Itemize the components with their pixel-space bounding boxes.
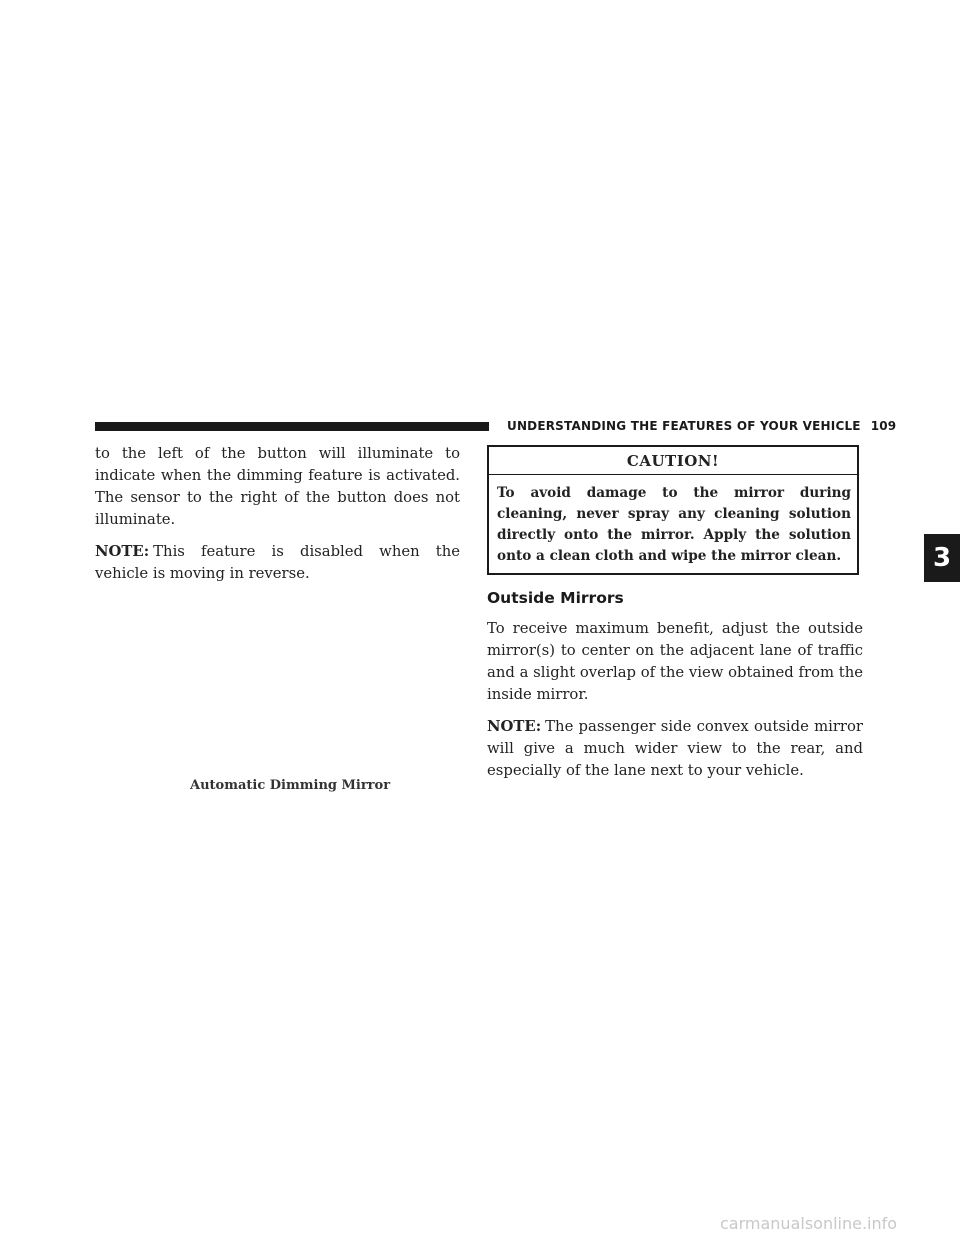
figure-caption: Automatic Dimming Mirror xyxy=(190,778,391,793)
note-reverse xyxy=(95,541,460,585)
header-title: UNDERSTANDING THE FEATURES OF YOUR VEHICLE xyxy=(507,419,861,433)
caution-text: To avoid damage to the mirror during cleaning, never spray any cleaning solution directly onto the mirror. Apply the solution onto a clean cloth and wipe the mirror clean. xyxy=(497,485,851,564)
watermark: carmanualsonline.info xyxy=(720,1214,898,1233)
caution-box xyxy=(487,445,859,575)
note-convex-mirror xyxy=(487,716,863,782)
section-heading-outside-mirrors: Outside Mirrors xyxy=(487,589,624,607)
chapter-tab: 3 xyxy=(924,534,960,582)
running-header xyxy=(507,419,896,433)
note-label: NOTE: xyxy=(95,543,150,560)
paragraph-illumination: to the left of the button will illuminate to indicate when the dimming feature is activated. The sensor to the right of the button does not illuminate. xyxy=(95,445,460,528)
paragraph-outside-mirrors: To receive maximum benefit, adjust the outside mirror(s) to center on the adjacent lane of traffic and a slight overlap of the view obtained from the inside mirror. xyxy=(487,620,863,703)
right-column xyxy=(487,445,863,792)
note-text: This feature is disabled when the vehicle is moving in reverse. xyxy=(95,543,460,582)
header-rule xyxy=(95,422,489,431)
caution-title: CAUTION! xyxy=(489,447,857,475)
note-label: NOTE: xyxy=(487,718,542,735)
left-column xyxy=(95,443,460,595)
page-number: 109 xyxy=(870,419,897,433)
note-text: The passenger side convex outside mirror will give a much wider view to the rear, and especially of the lane next to your vehicle. xyxy=(487,718,863,779)
